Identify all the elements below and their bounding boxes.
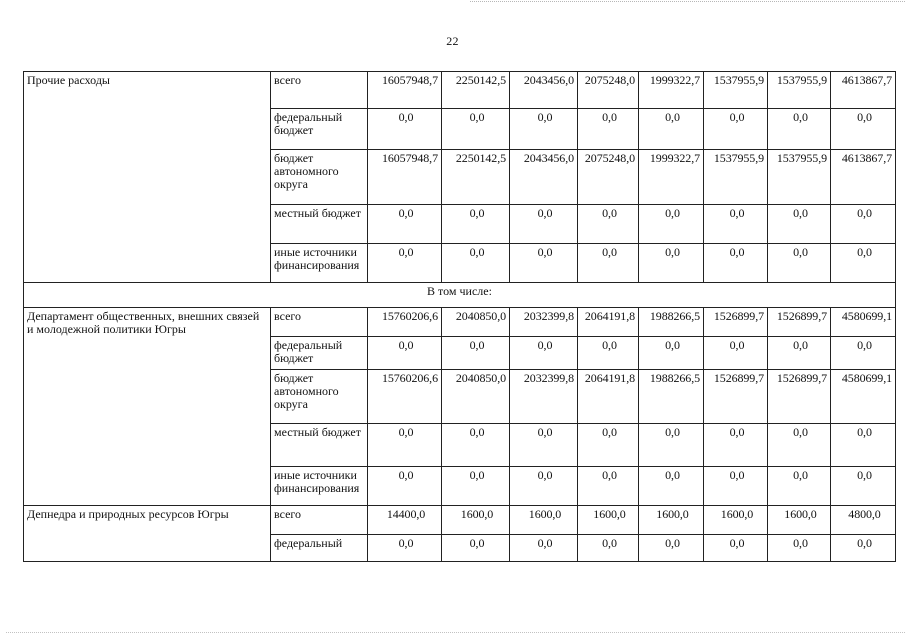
value-cell: 0,0 (639, 467, 704, 506)
value-cell: 2043456,0 (510, 150, 578, 205)
value-cell: 0,0 (578, 467, 639, 506)
budget-table (23, 71, 896, 562)
value-cell: 0,0 (510, 467, 578, 506)
value-cell: 1600,0 (704, 506, 768, 535)
value-cell: 1600,0 (578, 506, 639, 535)
value-cell: 0,0 (831, 467, 896, 506)
value-cell: 1537955,9 (704, 72, 768, 109)
value-cell: 0,0 (768, 109, 831, 150)
value-cell: 0,0 (368, 244, 442, 283)
value-cell: 15760206,6 (368, 370, 442, 424)
value-cell: 0,0 (510, 337, 578, 370)
source-cell: иные источники финансирования (271, 244, 368, 283)
value-cell: 0,0 (639, 535, 704, 562)
value-cell: 1526899,7 (768, 308, 831, 337)
value-cell: 1600,0 (639, 506, 704, 535)
value-cell: 0,0 (510, 424, 578, 467)
value-cell: 2075248,0 (578, 150, 639, 205)
value-cell: 2250142,5 (442, 72, 510, 109)
table-row (24, 72, 896, 109)
value-cell: 0,0 (639, 109, 704, 150)
value-cell: 1600,0 (768, 506, 831, 535)
value-cell: 0,0 (768, 535, 831, 562)
value-cell: 0,0 (368, 109, 442, 150)
value-cell: 0,0 (442, 109, 510, 150)
value-cell: 0,0 (368, 467, 442, 506)
value-cell: 2064191,8 (578, 308, 639, 337)
subheading: В том числе: (24, 283, 896, 308)
value-cell: 0,0 (639, 424, 704, 467)
value-cell: 0,0 (442, 244, 510, 283)
value-cell: 4580699,1 (831, 308, 896, 337)
value-cell: 14400,0 (368, 506, 442, 535)
value-cell: 0,0 (831, 109, 896, 150)
value-cell: 16057948,7 (368, 150, 442, 205)
value-cell: 0,0 (442, 337, 510, 370)
value-cell: 2032399,8 (510, 308, 578, 337)
value-cell: 0,0 (831, 337, 896, 370)
source-cell: местный бюджет (271, 205, 368, 244)
source-cell: всего (271, 506, 368, 535)
value-cell: 0,0 (510, 109, 578, 150)
value-cell: 0,0 (368, 337, 442, 370)
table-row (24, 506, 896, 535)
value-cell: 4613867,7 (831, 72, 896, 109)
value-cell: 0,0 (442, 467, 510, 506)
value-cell: 0,0 (510, 205, 578, 244)
value-cell: 1526899,7 (768, 370, 831, 424)
value-cell: 0,0 (704, 244, 768, 283)
value-cell: 4580699,1 (831, 370, 896, 424)
value-cell: 2043456,0 (510, 72, 578, 109)
source-cell: местный бюджет (271, 424, 368, 467)
value-cell: 0,0 (368, 205, 442, 244)
value-cell: 1988266,5 (639, 370, 704, 424)
table-row (24, 308, 896, 337)
value-cell: 0,0 (768, 205, 831, 244)
value-cell: 0,0 (768, 424, 831, 467)
value-cell: 0,0 (831, 244, 896, 283)
value-cell: 0,0 (704, 467, 768, 506)
value-cell: 0,0 (704, 337, 768, 370)
source-cell: всего (271, 308, 368, 337)
scan-edge-top (470, 1, 905, 2)
value-cell: 2032399,8 (510, 370, 578, 424)
value-cell: 0,0 (578, 424, 639, 467)
organization-cell: Департамент общественных, внешних связей и молодежной политики Югры (24, 308, 271, 506)
source-cell: всего (271, 72, 368, 109)
value-cell: 0,0 (510, 535, 578, 562)
value-cell: 0,0 (639, 337, 704, 370)
value-cell: 0,0 (831, 424, 896, 467)
value-cell: 0,0 (768, 467, 831, 506)
source-cell: федеральный бюджет (271, 109, 368, 150)
value-cell: 0,0 (578, 109, 639, 150)
value-cell: 1999322,7 (639, 150, 704, 205)
source-cell: федеральный (271, 535, 368, 562)
page-number: 22 (446, 34, 459, 48)
value-cell: 0,0 (704, 109, 768, 150)
source-cell: иные источники финансирования (271, 467, 368, 506)
value-cell: 0,0 (578, 205, 639, 244)
value-cell: 0,0 (704, 424, 768, 467)
value-cell: 4613867,7 (831, 150, 896, 205)
value-cell: 2040850,0 (442, 308, 510, 337)
value-cell: 1537955,9 (704, 150, 768, 205)
value-cell: 0,0 (578, 244, 639, 283)
value-cell: 0,0 (578, 337, 639, 370)
value-cell: 1526899,7 (704, 370, 768, 424)
value-cell: 15760206,6 (368, 308, 442, 337)
value-cell: 0,0 (639, 244, 704, 283)
table-row (24, 283, 896, 308)
value-cell: 1600,0 (442, 506, 510, 535)
source-cell: бюджет автономного округа (271, 370, 368, 424)
value-cell: 0,0 (768, 244, 831, 283)
value-cell: 4800,0 (831, 506, 896, 535)
value-cell: 2040850,0 (442, 370, 510, 424)
value-cell: 16057948,7 (368, 72, 442, 109)
value-cell: 0,0 (368, 424, 442, 467)
value-cell: 2250142,5 (442, 150, 510, 205)
source-cell: бюджет автономного округа (271, 150, 368, 205)
value-cell: 0,0 (704, 535, 768, 562)
organization-cell: Депнедра и природных ресурсов Югры (24, 506, 271, 562)
value-cell: 0,0 (442, 535, 510, 562)
source-cell: федеральный бюджет (271, 337, 368, 370)
value-cell: 0,0 (639, 205, 704, 244)
value-cell: 1600,0 (510, 506, 578, 535)
value-cell: 0,0 (768, 337, 831, 370)
value-cell: 1537955,9 (768, 150, 831, 205)
value-cell: 0,0 (831, 205, 896, 244)
value-cell: 1537955,9 (768, 72, 831, 109)
value-cell: 0,0 (368, 535, 442, 562)
value-cell: 1988266,5 (639, 308, 704, 337)
scan-edge-bottom (6, 632, 905, 633)
value-cell: 0,0 (704, 205, 768, 244)
value-cell: 1999322,7 (639, 72, 704, 109)
value-cell: 0,0 (831, 535, 896, 562)
value-cell: 0,0 (442, 205, 510, 244)
value-cell: 2064191,8 (578, 370, 639, 424)
value-cell: 0,0 (510, 244, 578, 283)
value-cell: 1526899,7 (704, 308, 768, 337)
value-cell: 0,0 (442, 424, 510, 467)
value-cell: 2075248,0 (578, 72, 639, 109)
value-cell: 0,0 (578, 535, 639, 562)
organization-cell: Прочие расходы (24, 72, 271, 283)
